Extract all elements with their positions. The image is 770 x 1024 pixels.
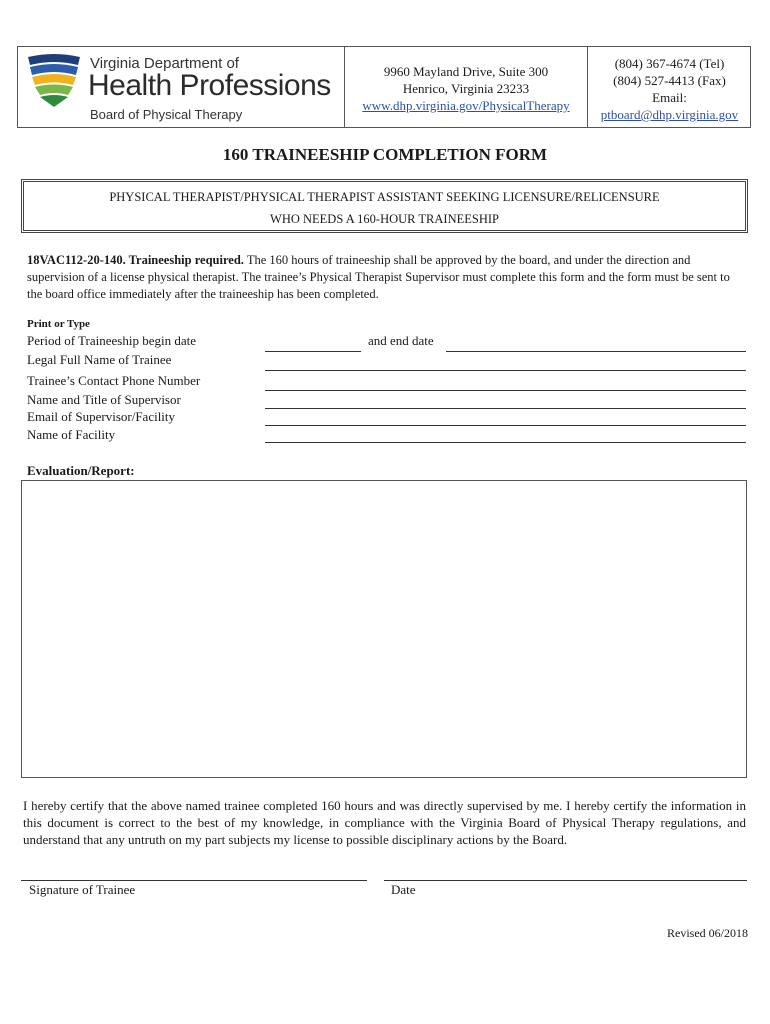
- print-type-note: Print or Type: [27, 318, 90, 330]
- signature-label: Signature of Trainee: [29, 882, 136, 897]
- email-field-label: Email of Supervisor/Facility: [27, 409, 176, 424]
- supervisor-email-field[interactable]: [265, 425, 746, 426]
- period-label: Period of Traineeship begin date: [27, 333, 196, 348]
- form-title: 160 TRAINEESHIP COMPLETION FORM: [222, 145, 548, 164]
- trainee-phone-label: Trainee’s Contact Phone Number: [27, 373, 201, 388]
- certification-paragraph: I hereby certify that the above named trainee completed 160 hours and was directly supervised by me. I hereby certify the information in this document is correct to the best of my knowledge, in compliance with the Virginia Board of Physical Therapy regulations, and understand that any untruth on my part subjects my license to possible disciplinary actions by the Board.: [23, 798, 746, 847]
- regulation-text: The 160 hours of traineeship shall be approved by the board, and under the direction and supervision of a license physical therapist. The trainee’s Physical Therapist Supervisor must complete this form and the form must be sent to the board office immediately after the traineeship has been completed.: [27, 253, 730, 301]
- date-label: Date: [391, 882, 416, 897]
- subtitle-line-1: PHYSICAL THERAPIST/PHYSICAL THERAPIST ASSISTANT SEEKING LICENSURE/RELICENSURE: [109, 190, 660, 204]
- phone-fax: (804) 527-4413 (Fax): [613, 73, 726, 88]
- begin-date-field[interactable]: [265, 351, 361, 352]
- address-cell: [345, 47, 588, 127]
- revised-date: Revised 06/2018: [667, 926, 748, 940]
- letterhead: [17, 46, 751, 128]
- supervisor-label: Name and Title of Supervisor: [27, 392, 181, 407]
- date-field[interactable]: [384, 880, 747, 881]
- trainee-signature-field[interactable]: [21, 880, 367, 881]
- phone-tel: (804) 367-4674 (Tel): [614, 56, 725, 71]
- dhp-shield-logo: [24, 53, 84, 109]
- trainee-name-label: Legal Full Name of Trainee: [27, 352, 172, 367]
- subtitle-box: [21, 179, 748, 233]
- email-link[interactable]: ptboard@dhp.virginia.gov: [600, 107, 739, 122]
- facility-label: Name of Facility: [27, 427, 116, 442]
- logo-line-3: Board of Physical Therapy: [90, 107, 243, 122]
- address-city: Henrico, Virginia 23233: [402, 81, 530, 96]
- trainee-phone-field[interactable]: [265, 390, 746, 391]
- supervisor-field[interactable]: [265, 408, 746, 409]
- website-link[interactable]: www.dhp.virginia.gov/PhysicalTherapy: [362, 98, 570, 113]
- logo-line-2: Health Professions: [88, 69, 331, 102]
- evaluation-label: Evaluation/Report:: [27, 463, 135, 478]
- end-date-label: and end date: [368, 333, 434, 348]
- logo-cell: [18, 47, 345, 127]
- contact-cell: [588, 47, 751, 127]
- facility-field[interactable]: [265, 442, 746, 443]
- evaluation-textarea[interactable]: [21, 480, 747, 778]
- regulation-paragraph: [27, 252, 745, 303]
- end-date-field[interactable]: [446, 351, 746, 352]
- address-street: 9960 Mayland Drive, Suite 300: [383, 64, 549, 79]
- subtitle-line-2: WHO NEEDS A 160-HOUR TRAINEESHIP: [270, 212, 499, 226]
- regulation-title: 18VAC112-20-140. Traineeship required.: [27, 253, 244, 267]
- logo-line-1: Virginia Department of: [90, 55, 239, 72]
- email-label: Email:: [652, 90, 687, 105]
- trainee-name-field[interactable]: [265, 370, 746, 371]
